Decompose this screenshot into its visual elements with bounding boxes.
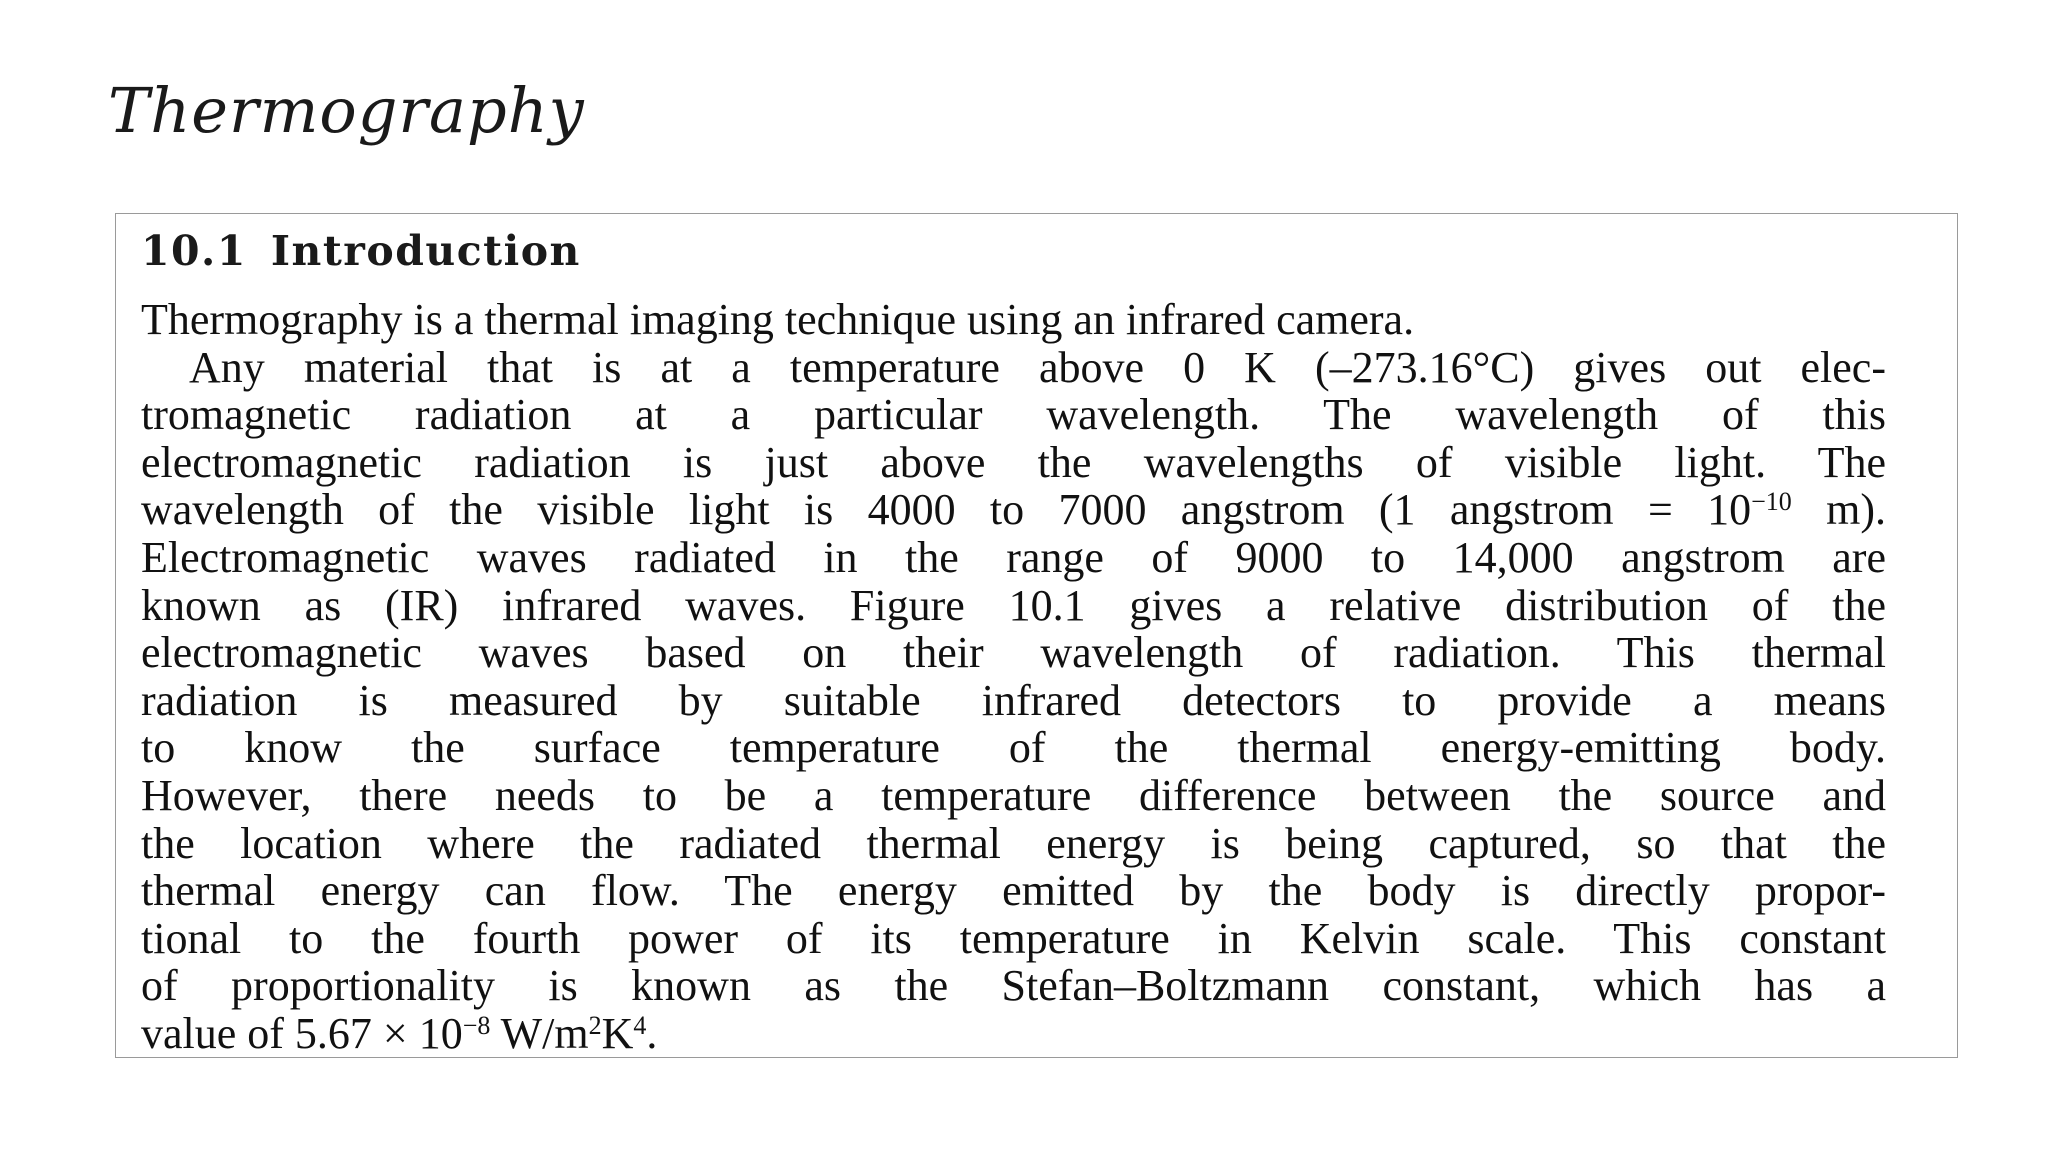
exponent: 2: [588, 1011, 602, 1040]
section-heading: [141, 221, 581, 281]
paragraph-line: to know the surface temperature of the thermal energy-emitting body.: [141, 723, 1886, 773]
line-text: K: [601, 1009, 634, 1058]
paragraph-line: the location where the radiated thermal energy is being captured, so that the: [141, 818, 1886, 868]
paragraph-line: [141, 1010, 1886, 1058]
line-text: wavelength of the visible light is 4000 to 7000 angstrom (1 angstrom = 10: [141, 485, 1752, 535]
paragraph-line: electromagnetic radiation is just above the wavelengths of visible light. The: [141, 437, 1886, 487]
paragraph-line: However, there needs to be a temperature difference between the source and: [141, 771, 1886, 820]
section-title: Introduction: [270, 227, 581, 275]
paragraph-line: [141, 486, 1886, 534]
paragraph-line: Any material that is at a temperature above 0 K (–273.16°C) gives out elec-: [189, 342, 1886, 392]
line-text: .: [646, 1009, 658, 1058]
exponent: −8: [462, 1011, 491, 1040]
paragraph-line: electromagnetic waves based on their wavelength of radiation. This thermal: [141, 628, 1886, 678]
exponent: −10: [1751, 487, 1792, 517]
exponent: 4: [633, 1011, 647, 1040]
page-title: Thermography: [108, 74, 585, 147]
line-text: m).: [1791, 485, 1886, 535]
paragraph-line: tromagnetic radiation at a particular wavelength. The wavelength of this: [141, 390, 1886, 440]
paragraph-line: thermal energy can flow. The energy emitted by the body is directly propor-: [141, 866, 1886, 916]
paragraph-line: known as (IR) infrared waves. Figure 10.1 gives a relative distribution of the: [141, 580, 1886, 630]
paragraph-line: tional to the fourth power of its temperature in Kelvin scale. This constant: [141, 913, 1886, 963]
line-text: value of 5.67 × 10: [141, 1009, 463, 1058]
paragraph-line: Thermography is a thermal imaging technique using an infrared camera.: [141, 295, 1415, 344]
line-text: W/m: [490, 1009, 589, 1058]
section-number: 10.1: [141, 227, 247, 275]
paragraph-line: Electromagnetic waves radiated in the range of 9000 to 14,000 angstrom are: [141, 533, 1886, 582]
paragraph-line: radiation is measured by suitable infrared detectors to provide a means: [141, 675, 1886, 725]
paragraph-line: of proportionality is known as the Stefan–Boltzmann constant, which has a: [141, 961, 1886, 1011]
